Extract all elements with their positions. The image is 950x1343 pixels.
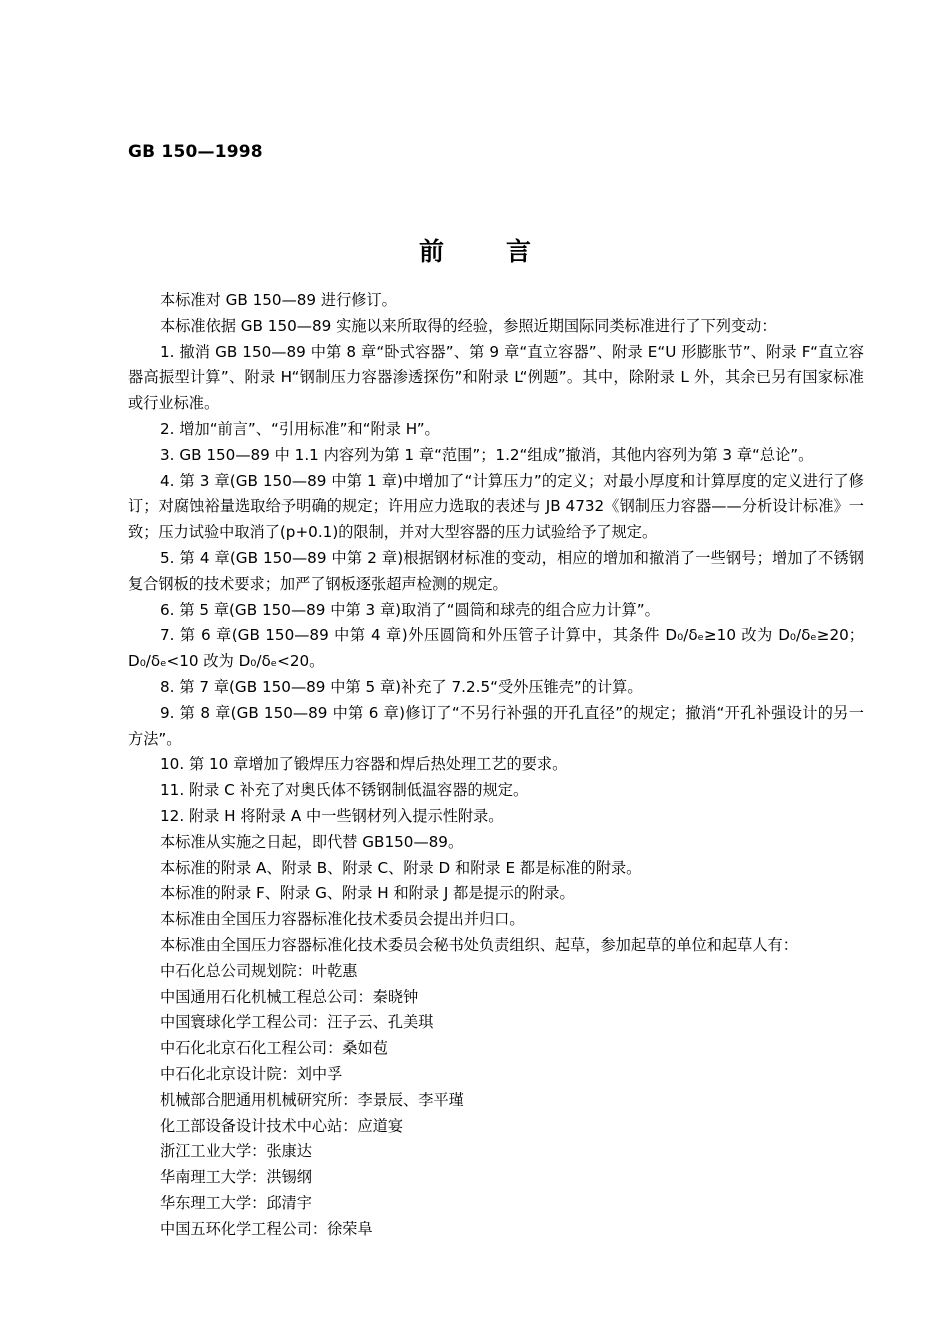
list-item: 11. 附录 C 补充了对奥氏体不锈钢制低温容器的规定。 — [160, 781, 529, 800]
drafter-entry: 中石化总公司规划院：叶乾惠 — [160, 961, 358, 980]
paragraph: 本标准由全国压力容器标准化技术委员会秘书处负责组织、起草，参加起草的单位和起草人有： — [160, 935, 798, 954]
document-code-header: GB 150—1998 — [128, 142, 263, 162]
title-char-1: 前 — [418, 237, 444, 266]
drafter-entry: 中石化北京设计院：刘中孚 — [160, 1064, 343, 1083]
page-title — [0, 232, 950, 268]
drafter-entry: 化工部设备设计技术中心站：应道宴 — [160, 1116, 403, 1135]
paragraph: 本标准的附录 A、附录 B、附录 C、附录 D 和附录 E 都是标准的附录。 — [160, 858, 642, 877]
drafter-entry: 华南理工大学：洪锡纲 — [160, 1168, 312, 1187]
drafter-entry: 中国寰球化学工程公司：汪子云、孔美琪 — [160, 1013, 434, 1032]
drafter-entry: 中国通用石化机械工程总公司：秦晓钟 — [160, 987, 419, 1006]
list-item: 7. 第 6 章(GB 150—89 中第 4 章)外压圆筒和外压管子计算中，其条件 D₀/δₑ≥10 改为 D₀/δₑ≥20；D₀/δₑ<10 改为 D₀/δₑ<20。 — [128, 626, 864, 671]
drafter-entry: 华东理工大学：邱清宇 — [160, 1193, 312, 1212]
drafter-entry: 中国五环化学工程公司：徐荣阜 — [160, 1219, 373, 1238]
list-item: 2. 增加“前言”、“引用标准”和“附录 H”。 — [160, 419, 440, 438]
body-text — [128, 288, 864, 1242]
list-item: 12. 附录 H 将附录 A 中一些钢材列入提示性附录。 — [160, 806, 504, 825]
list-item: 3. GB 150—89 中 1.1 内容列为第 1 章“范围”；1.2“组成”撤消，其他内容列为第 3 章“总论”。 — [160, 445, 814, 464]
list-item: 1. 撤消 GB 150—89 中第 8 章“卧式容器”、第 9 章“直立容器”、附录 E“U 形膨胀节”、附录 F“直立容器高振型计算”、附录 H“钢制压力容器渗透探伤”和附录 L“例题”。其中，除附录 L 外，其余已另有国家标准或行业标准。 — [128, 342, 864, 413]
list-item: 4. 第 3 章(GB 150—89 中第 1 章)中增加了“计算压力”的定义；对最小厚度和计算厚度的定义进行了修订；对腐蚀裕量选取给予明确的规定；许用应力选取的表述与 JB 4732《钢制压力容器——分析设计标准》一致；压力试验中取消了(p+0.1)的限制，并对大型容器的压力试验给予了规定。 — [128, 471, 864, 542]
paragraph: 本标准依据 GB 150—89 实施以来所取得的经验，参照近期国际同类标准进行了下列变动： — [160, 316, 777, 335]
list-item: 9. 第 8 章(GB 150—89 中第 6 章)修订了“不另行补强的开孔直径”的规定；撤消“开孔补强设计的另一方法”。 — [128, 703, 864, 748]
list-item: 6. 第 5 章(GB 150—89 中第 3 章)取消了“圆筒和球壳的组合应力计算”。 — [160, 600, 660, 619]
drafter-entry: 浙江工业大学：张康达 — [160, 1142, 312, 1161]
list-item: 5. 第 4 章(GB 150—89 中第 2 章)根据钢材标准的变动，相应的增加和撤消了一些钢号；增加了不锈钢复合钢板的技术要求；加严了钢板逐张超声检测的规定。 — [128, 548, 864, 593]
list-item: 10. 第 10 章增加了锻焊压力容器和焊后热处理工艺的要求。 — [160, 755, 568, 774]
paragraph: 本标准从实施之日起，即代替 GB150—89。 — [160, 832, 464, 851]
paragraph: 本标准的附录 F、附录 G、附录 H 和附录 J 都是提示的附录。 — [160, 884, 575, 903]
drafter-entry: 机械部合肥通用机械研究所：李景辰、李平瑾 — [160, 1090, 464, 1109]
paragraph: 本标准由全国压力容器标准化技术委员会提出并归口。 — [160, 910, 525, 929]
paragraph: 本标准对 GB 150—89 进行修订。 — [160, 291, 397, 309]
title-char-2: 言 — [506, 237, 532, 266]
list-item: 8. 第 7 章(GB 150—89 中第 5 章)补充了 7.2.5“受外压锥壳”的计算。 — [160, 677, 643, 696]
drafter-entry: 中石化北京石化工程公司：桑如苞 — [160, 1039, 388, 1058]
